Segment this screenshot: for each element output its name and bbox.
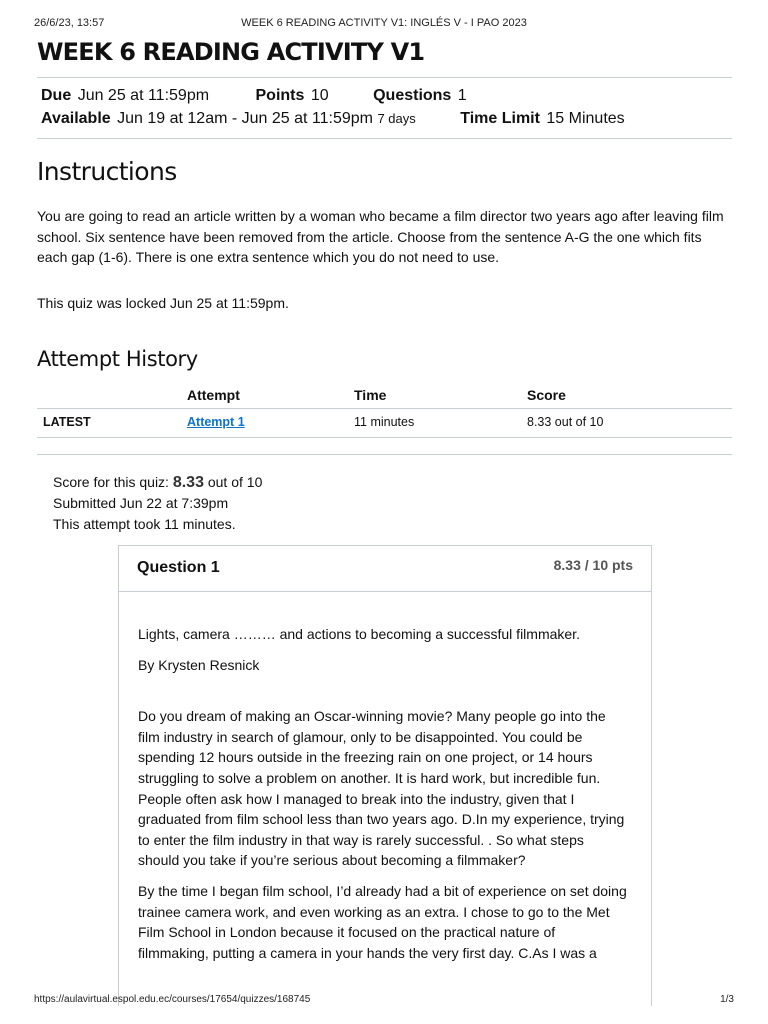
available-days: 7 days: [377, 111, 416, 126]
quiz-meta-row-2: [41, 110, 625, 128]
attempt-1-link[interactable]: Attempt 1: [187, 415, 245, 429]
questions-value: 1: [457, 87, 467, 104]
question-name: Question 1: [137, 559, 220, 576]
instructions-text: You are going to read an article written by a woman who became a film director two years ago after leaving film school. Six sentence have been removed from the article. Choose from the sentence A-G the one which fits each gap (1-6). There is one extra sentence which you do not need to use.: [37, 208, 724, 265]
latest-label: LATEST: [43, 415, 91, 429]
print-page-number: 1/3: [720, 994, 734, 1005]
question-header: [119, 546, 651, 592]
submitted-text: Submitted Jun 22 at 7:39pm: [53, 495, 229, 511]
attempt-history-heading: Attempt History: [37, 347, 198, 371]
quiz-meta-row-1: [41, 87, 467, 105]
print-url: https://aulavirtual.espol.edu.ec/courses/17654/quizzes/168745: [34, 994, 311, 1005]
questions-label: Questions: [373, 87, 452, 104]
quiz-locked-notice: This quiz was locked Jun 25 at 11:59pm.: [37, 295, 289, 311]
column-header-time: Time: [354, 387, 387, 403]
attempt-time: 11 minutes: [354, 415, 415, 429]
quiz-score-summary: [53, 472, 262, 535]
score-value: 8.33: [172, 474, 204, 491]
article-paragraph-2: By the time I began film school, I’d already had a bit of experience on set doing trainee camera work, and even working as an extra. I chose to go to the Met Film School in London because it focused on the practical nature of filmmaking, putting a camera in your hands the very first day. C.As I was a: [138, 882, 627, 961]
print-date: 26/6/23, 13:57: [34, 17, 105, 29]
question-body: [138, 624, 628, 973]
quiz-title: WEEK 6 READING ACTIVITY V1: [37, 38, 425, 66]
attempt-history-table: [37, 382, 732, 438]
points-value: 10: [310, 87, 329, 104]
table-header-row: [37, 382, 732, 408]
article-byline: By Krysten Resnick: [138, 656, 260, 673]
instructions-heading: Instructions: [37, 157, 177, 186]
score-line: [53, 472, 262, 493]
attempt-score: 8.33 out of 10: [527, 415, 604, 429]
print-document-title: WEEK 6 READING ACTIVITY V1: INGLÉS V - I PAO 2023: [241, 17, 527, 29]
divider: [37, 454, 732, 455]
available-value: Jun 19 at 12am - Jun 25 at 11:59pm: [117, 110, 373, 127]
time-limit-value: 15 Minutes: [546, 110, 625, 127]
column-header-attempt: Attempt: [187, 387, 240, 403]
article-paragraph-1: Do you dream of making an Oscar-winning movie? Many people go into the film industry in search of glamour, only to be disappointed. You could be spending 12 hours outside in the freezing rain on one project, or 14 hours struggling to solve a problem on another. It is hard work, but incredible fun. People often ask how I managed to break into the industry, given that I graduated from film school less than two years ago. D.In my experience, trying to enter the film industry in that way is rarely successful. . So what steps should you take if you’re serious about becoming a filmmaker?: [138, 708, 625, 869]
column-header-score: Score: [527, 387, 566, 403]
question-card: [118, 545, 652, 1006]
score-suffix: out of 10: [207, 474, 263, 490]
attempt-duration-text: This attempt took 11 minutes.: [53, 516, 236, 532]
table-row: [37, 408, 732, 438]
time-limit-label: Time Limit: [460, 110, 540, 127]
divider: [37, 77, 732, 78]
score-prefix: Score for this quiz:: [53, 474, 169, 490]
divider: [37, 138, 732, 139]
article-title: Lights, camera ……… and actions to becoming a successful filmmaker.: [138, 626, 580, 642]
due-value: Jun 25 at 11:59pm: [77, 87, 210, 104]
due-label: Due: [41, 87, 72, 104]
points-label: Points: [255, 87, 305, 104]
available-label: Available: [41, 110, 111, 127]
question-points: 8.33 / 10 pts: [553, 557, 633, 573]
